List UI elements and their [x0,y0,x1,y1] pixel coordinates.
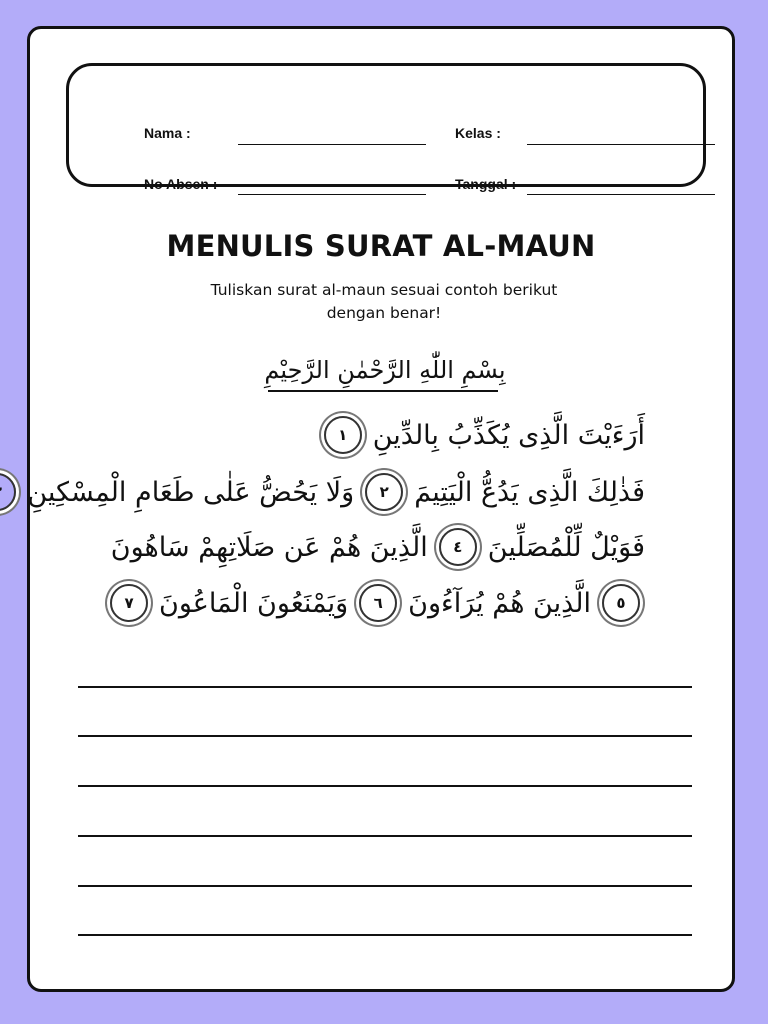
verse-row-4 [124,578,648,628]
ayah-number-4: ٤ [439,528,477,566]
verse-text-5: الَّذِينَ هُمْ عَن صَلَاتِهِمْ سَاهُونَ [110,531,428,563]
verse-text-4: فَوَيْلٌ لِّلْمُصَلِّينَ [487,531,645,563]
verse-text-7: وَيَمْنَعُونَ الْمَاعُونَ [159,587,349,619]
kelas-label: Kelas : [455,125,501,141]
no-absen-label: No Absen : [144,176,218,192]
basmala-flourish [268,390,498,392]
ayah-number-2: ٢ [365,473,403,511]
writing-line-5[interactable] [78,885,692,887]
writing-line-4[interactable] [78,835,692,837]
student-identity-box [66,63,706,192]
ayah-number-3 [0,473,16,511]
worksheet-title: MENULIS SURAT AL-MAUN [166,229,596,263]
verse-row-3 [110,522,648,572]
ayah-number-6: ٦ [359,584,397,622]
worksheet-instruction [170,279,598,325]
verse-row-2 [27,467,648,517]
verse-row-1 [132,410,648,460]
writing-line-1[interactable] [78,686,692,688]
ayah-number-5: ٥ [602,584,640,622]
verse-text-1: أَرَءَيْتَ الَّذِى يُكَذِّبُ بِالدِّينِ [372,419,645,451]
verse-text-3: وَلَا يَحُضُّ عَلٰى طَعَامِ الْمِسْكِينِ [27,476,355,508]
no-absen-field[interactable] [238,194,426,195]
basmala: بِسْمِ اللّٰهِ الرَّحْمٰنِ الرَّحِيْمِ [264,356,506,384]
nama-label: Nama : [144,125,191,141]
nama-field[interactable] [238,144,426,145]
writing-line-6[interactable] [78,934,692,936]
tanggal-field[interactable] [527,194,715,195]
kelas-field[interactable] [527,144,715,145]
instruction-line-1: Tuliskan surat al-maun sesuai contoh berikut [210,281,558,299]
verse-text-2: فَذٰلِكَ الَّذِى يَدُعُّ الْيَتِيمَ [414,476,645,508]
writing-line-2[interactable] [78,735,692,737]
tanggal-label: Tanggal : [455,176,517,192]
ayah-number-7: ٧ [110,584,148,622]
surah-al-maun-text [27,350,652,628]
instruction-line-2: dengan benar! [326,304,442,322]
verse-text-6: الَّذِينَ هُمْ يُرَآءُونَ [408,587,591,619]
writing-line-3[interactable] [78,785,692,787]
ayah-number-1: ١ [324,416,362,454]
worksheet-card [27,26,735,992]
